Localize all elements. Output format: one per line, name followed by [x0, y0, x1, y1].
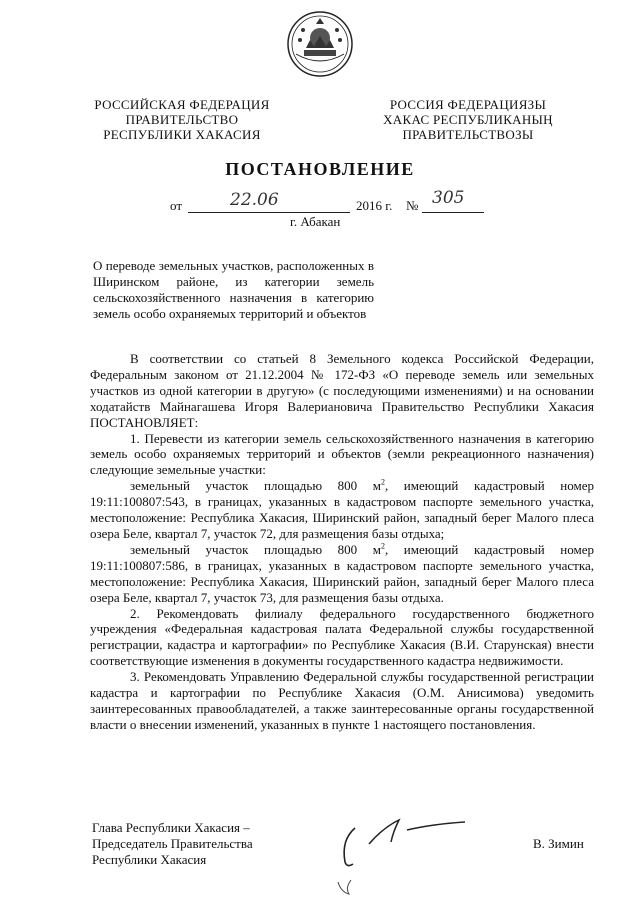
paragraph: 3. Рекомендовать Управлению Федеральной службы государственной регистрации кадастра и картографии по Республике Хакасия (О.М. Анисимова) уведомить заинтересованных правообладателей, а также заинтересованные органы государственной власти о внесении изменений, указанных в пункте 1 настоящего постановления. [90, 669, 594, 732]
paragraph: 2. Рекомендовать филиалу федерального государственного бюджетного учреждения «Федеральная кадастровая палата Федеральной службы государственной регистрации, кадастра и картографии» по Республике Хакасия (В.И. Старунская) внести соответствующие изменения в документы государственного кадастра недвижимости. [90, 605, 594, 669]
subject: О переводе земельных участков, расположенных в Ширинском районе, из категории земель сельскохозяйственного назначения в категорию земель особо охраняемых территорий и объектов [93, 258, 374, 321]
date-line [170, 188, 500, 216]
header-right-line: РОССИЯ ФЕДЕРАЦИЯЗЫ [389, 97, 547, 112]
date-prefix: от [170, 198, 183, 213]
signatory-line: Председатель Правительства [92, 836, 253, 851]
signatory-title [92, 820, 253, 868]
number-sign: № [406, 198, 419, 213]
number-handwritten: 305 [432, 188, 465, 208]
khakassia-emblem-icon [286, 10, 354, 78]
paragraph: В соответствии со статьей 8 Земельного кодекса Российской Федерации, Федеральным законом от 21.12.2004 № 172-ФЗ «О переводе земель или земельных участков из одной категории в другую» (с последующими изменениями) и на основании ходатайств Майнагашева Игоря Валериановича Правительство Республики Хакасия ПОСТАНОВЛЯЕТ: [90, 351, 594, 430]
paragraph-part: , имеющий кадастровый номер 19:11:100807:543, в границах, указанных в кадастровом паспорте земельного участка, местоположение: Республика Хакасия, Ширинский район, западный берег Малого плеса озера Беле, квартал 7, участок 72, для размещения базы отдыха; [90, 478, 594, 541]
header-right-line: ХАКАС РЕСПУБЛИКАНЫҢ [383, 112, 553, 127]
city: г. Абакан [290, 214, 341, 229]
header-left [82, 97, 282, 142]
date-handwritten: 22.06 [230, 190, 279, 210]
superscript: 2 [380, 541, 385, 551]
handwritten-signature-icon [333, 810, 483, 900]
year-text: 2016 г. [356, 198, 393, 213]
header-left-line: РЕСПУБЛИКИ ХАКАСИЯ [103, 127, 261, 142]
paragraph-part: земельный участок площадью 800 м [130, 478, 381, 494]
signatory-line: Республики Хакасия [92, 852, 207, 867]
signatory-line: Глава Республики Хакасия – [92, 820, 250, 835]
paragraph-part: земельный участок площадью 800 м [130, 541, 381, 557]
document-title: ПОСТАНОВЛЕНИЕ [225, 159, 415, 179]
header-right-line: ПРАВИТЕЛЬСТВОЗЫ [402, 127, 534, 142]
paragraph: 1. Перевести из категории земель сельскохозяйственного назначения в категорию земель особо охраняемых территорий и объектов (земли рекреационного назначения) следующие земельные участки: [90, 430, 594, 478]
signatory-name: В. Зимин [533, 836, 584, 851]
header-left-line: РОССИЙСКАЯ ФЕДЕРАЦИЯ [94, 97, 270, 112]
header-right [368, 97, 568, 142]
header-left-line: ПРАВИТЕЛЬСТВО [125, 112, 239, 127]
superscript: 2 [380, 477, 385, 487]
paragraph-part: , имеющий кадастровый номер 19:11:100807:586, в границах, указанных в кадастровом паспорте земельного участка, местоположение: Республика Хакасия, Ширинский район, западный берег Малого плеса озера Беле, квартал 7, участок 73, для размещения базы отдыха. [90, 541, 594, 605]
paragraph [90, 542, 594, 606]
document-body [90, 351, 594, 733]
paragraph [90, 478, 594, 542]
